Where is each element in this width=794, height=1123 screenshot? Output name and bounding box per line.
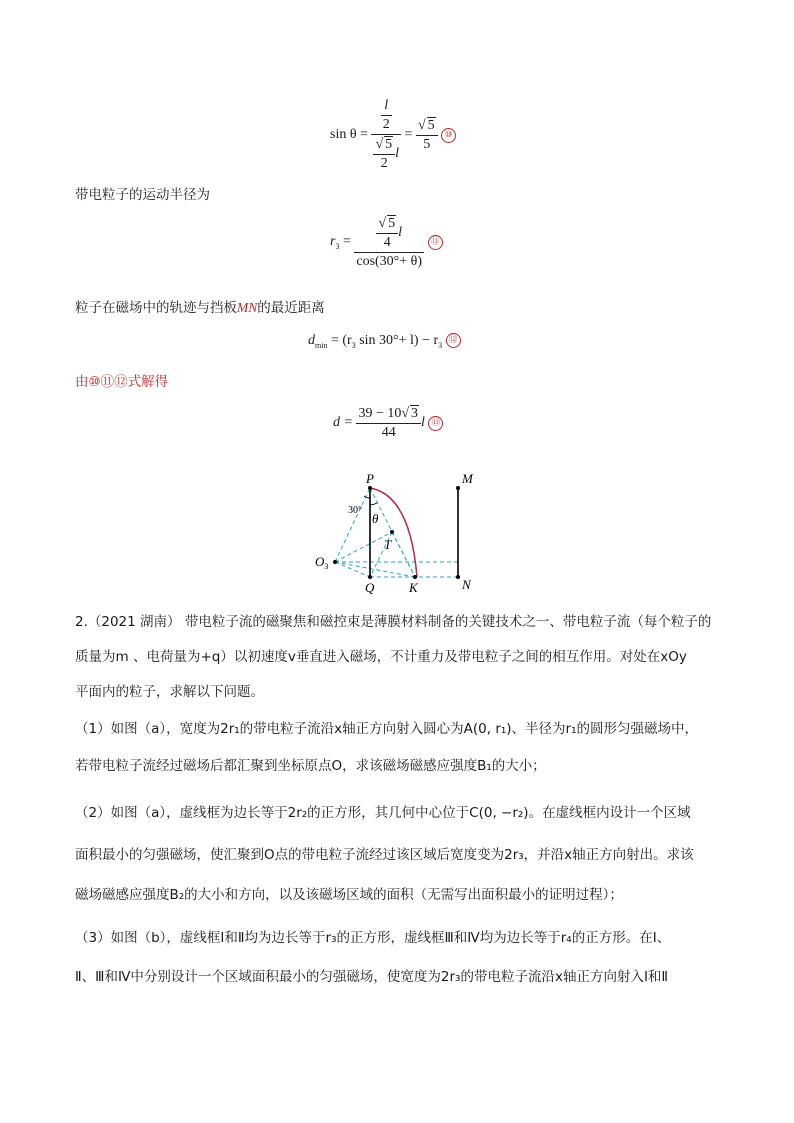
tag-13: ⑬: [428, 416, 443, 431]
label-t: T: [384, 537, 392, 552]
question-2-line3: 磁场磁感应强度B₂的大小和方向，以及该磁场区域的面积（无需写出面积最小的证明过程）；: [75, 887, 623, 903]
text-distance: 粒子在磁场中的轨迹与挡板MN的最近距离: [75, 300, 325, 316]
angle-theta-arc: [370, 503, 377, 505]
question-1-line2: 若带电粒子流经过磁场后都汇聚到坐标原点O，求该磁场磁感应强度B₁的大小；: [75, 758, 546, 774]
eq11-fraction: $\frac{√ 5}{4}$ l cos(30°+ θ): [356, 216, 423, 269]
dash-o3-k: [335, 562, 415, 577]
label-30deg: 30°: [348, 505, 362, 516]
tag-12: ⑫: [446, 333, 461, 348]
point-k: [413, 575, 417, 579]
tag-10: ⑩: [441, 128, 456, 143]
equation-12: $d_{min} = (r_3$ $\sin 30^\circ+ l) - r_3$ ⑫: [308, 333, 461, 350]
equation-10: sin θ = $\frac{l}{2}$ $\frac{√ 5}{2}$ l = $\frac{√ 5}{5}$ ⑩: [330, 98, 456, 172]
label-p: P: [366, 471, 374, 486]
label-q: Q: [365, 580, 375, 595]
label-theta: θ: [372, 511, 379, 526]
point-o3: [333, 560, 337, 564]
problem-2-line2: 质量为m 、电荷量为+q）以初速度v垂直进入磁场，不计重力及带电粒子之间的相互作用。对处在xOy: [75, 649, 687, 665]
eq10-den-fraction: $\frac{√ 5}{2}$: [373, 136, 395, 172]
problem-2-line1: 2.（2021 湖南） 带电粒子流的磁聚焦和磁控束是薄膜材料制备的关键技术之一、带电粒子流（每个粒子的: [75, 614, 712, 630]
label-n: N: [462, 577, 471, 592]
point-q: [368, 575, 372, 579]
equation-13: d = $\frac{39 - 10√ 3}{44}$ l ⑬: [333, 405, 443, 441]
trajectory-figure: [305, 465, 490, 600]
text-solve: 由⑩⑪⑫式解得: [75, 374, 169, 390]
eq10-inner-fraction: $\frac{l}{2}$: [382, 98, 390, 132]
tag-11: ⑪: [428, 235, 443, 250]
point-m: [456, 486, 460, 490]
point-p: [368, 486, 372, 490]
question-2-line1: （2）如图（a），虚线框为边长等于2r₂的正方形，其几何中心位于C(0, −r₂)。在虚线框内设计一个区域: [75, 805, 691, 821]
eq13-fraction: $\frac{39 - 10√ 3}{44}$: [356, 405, 421, 441]
label-k: K: [409, 580, 418, 595]
dash-o3-p: [335, 488, 370, 562]
point-t: [390, 530, 394, 534]
eq10-lhs: sin θ =: [330, 127, 368, 142]
eq10-big-fraction: $\frac{l}{2}$ $\frac{√ 5}{2}$ l: [371, 98, 401, 172]
problem-2-line3: 平面内的粒子，求解以下问题。: [75, 684, 264, 700]
eq10-rhs-fraction: $\frac{√ 5}{5}$: [416, 117, 438, 153]
dash-o3-q: [335, 562, 370, 577]
label-o3: $O_3$: [315, 554, 329, 571]
equation-11: $r_3$ = $\frac{√ 5}{4}$ l cos(30°+ θ) ⑪: [330, 215, 443, 270]
text-radius: 带电粒子的运动半径为: [75, 187, 210, 203]
point-n: [456, 575, 460, 579]
question-1-line1: （1）如图（a），宽度为2r₁的带电粒子流沿x轴正方向射入圆心为A(0, r₁)、半径为r₁的圆形匀强磁场中，: [75, 721, 699, 737]
label-m: M: [462, 471, 473, 486]
question-3-line1: （3）如图（b），虚线框Ⅰ和Ⅱ均为边长等于r₃的正方形，虚线框Ⅲ和Ⅳ均为边长等于r₄的正方形。在Ⅰ、: [75, 930, 671, 946]
question-3-line2: Ⅱ、Ⅲ和Ⅳ中分别设计一个区域面积最小的匀强磁场，使宽度为2r₃的带电粒子流沿x轴正方向射入Ⅰ和Ⅱ: [75, 969, 669, 985]
question-2-line2: 面积最小的匀强磁场，使汇聚到O点的带电粒子流经过该区域后宽度变为2r₃，并沿x轴正方向射出。求该: [75, 847, 694, 863]
